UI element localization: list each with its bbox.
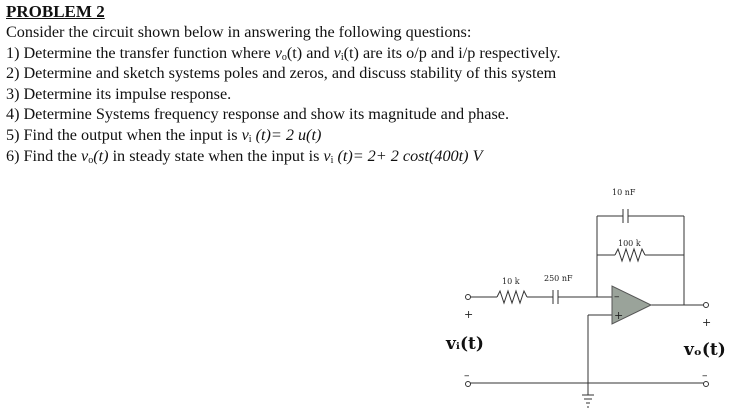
question-text: (t) are its o/p and i/p respectively.	[343, 43, 561, 62]
question-text: (t) and	[286, 43, 334, 62]
input-terminal-negative	[466, 382, 471, 387]
question-number: 6)	[6, 146, 20, 165]
question-number: 3)	[6, 84, 20, 103]
question-number: 1)	[6, 43, 20, 62]
question-text: Determine and sketch systems poles and zeros, and discuss stability of this system	[23, 64, 557, 83]
input-minus-sign: –	[464, 369, 470, 382]
question-text: v	[81, 146, 89, 165]
feedback-capacitor-label: 10 nF	[612, 188, 636, 197]
question-text: Find the output when the input is	[23, 125, 242, 144]
subscript: o	[88, 154, 94, 166]
output-terminal-negative	[704, 382, 709, 387]
question-text: v	[323, 146, 331, 165]
opamp-minus-sign: –	[614, 290, 620, 303]
question-text: (t)	[93, 146, 109, 165]
subscript: o	[281, 51, 287, 63]
subscript: i	[340, 51, 344, 63]
input-plus-sign: +	[464, 308, 474, 321]
output-terminal-positive	[704, 303, 709, 308]
problem-intro: Consider the circuit shown below in answering the following questions:	[6, 23, 472, 41]
input-terminal-positive	[466, 295, 471, 300]
feedback-resistor	[615, 249, 645, 261]
question-text: Find the	[23, 146, 82, 165]
question-number: 5)	[6, 125, 20, 144]
question-number: 4)	[6, 105, 20, 124]
question-text: (t)= 2 u(t)	[251, 125, 322, 144]
output-plus-sign: +	[702, 316, 712, 329]
input-capacitor-label: 250 nF	[544, 274, 573, 283]
opamp-plus-sign: +	[614, 309, 624, 322]
question-text: Determine Systems frequency response and show its magnitude and phase.	[23, 105, 509, 124]
input-voltage-label: vᵢ(t)	[446, 334, 484, 354]
question-text: v	[274, 43, 282, 62]
question-text: v	[241, 125, 249, 144]
question-number: 2)	[6, 64, 20, 83]
question-text: (t)= 2+ 2 cost(400t) V	[333, 146, 483, 165]
output-minus-sign: –	[702, 369, 708, 382]
question-text: Determine the transfer function where	[23, 43, 275, 62]
feedback-resistor-label: 100 k	[618, 239, 641, 248]
subscript: i	[330, 154, 334, 166]
output-voltage-label: vₒ(t)	[684, 340, 726, 360]
question-text: v	[333, 43, 341, 62]
input-resistor	[497, 291, 527, 303]
problem-title: PROBLEM 2	[6, 2, 105, 21]
question-text: in steady state when the input is	[108, 146, 324, 165]
subscript: i	[248, 133, 252, 145]
input-resistor-label: 10 k	[502, 277, 520, 286]
question-text: Determine its impulse response.	[23, 84, 232, 103]
